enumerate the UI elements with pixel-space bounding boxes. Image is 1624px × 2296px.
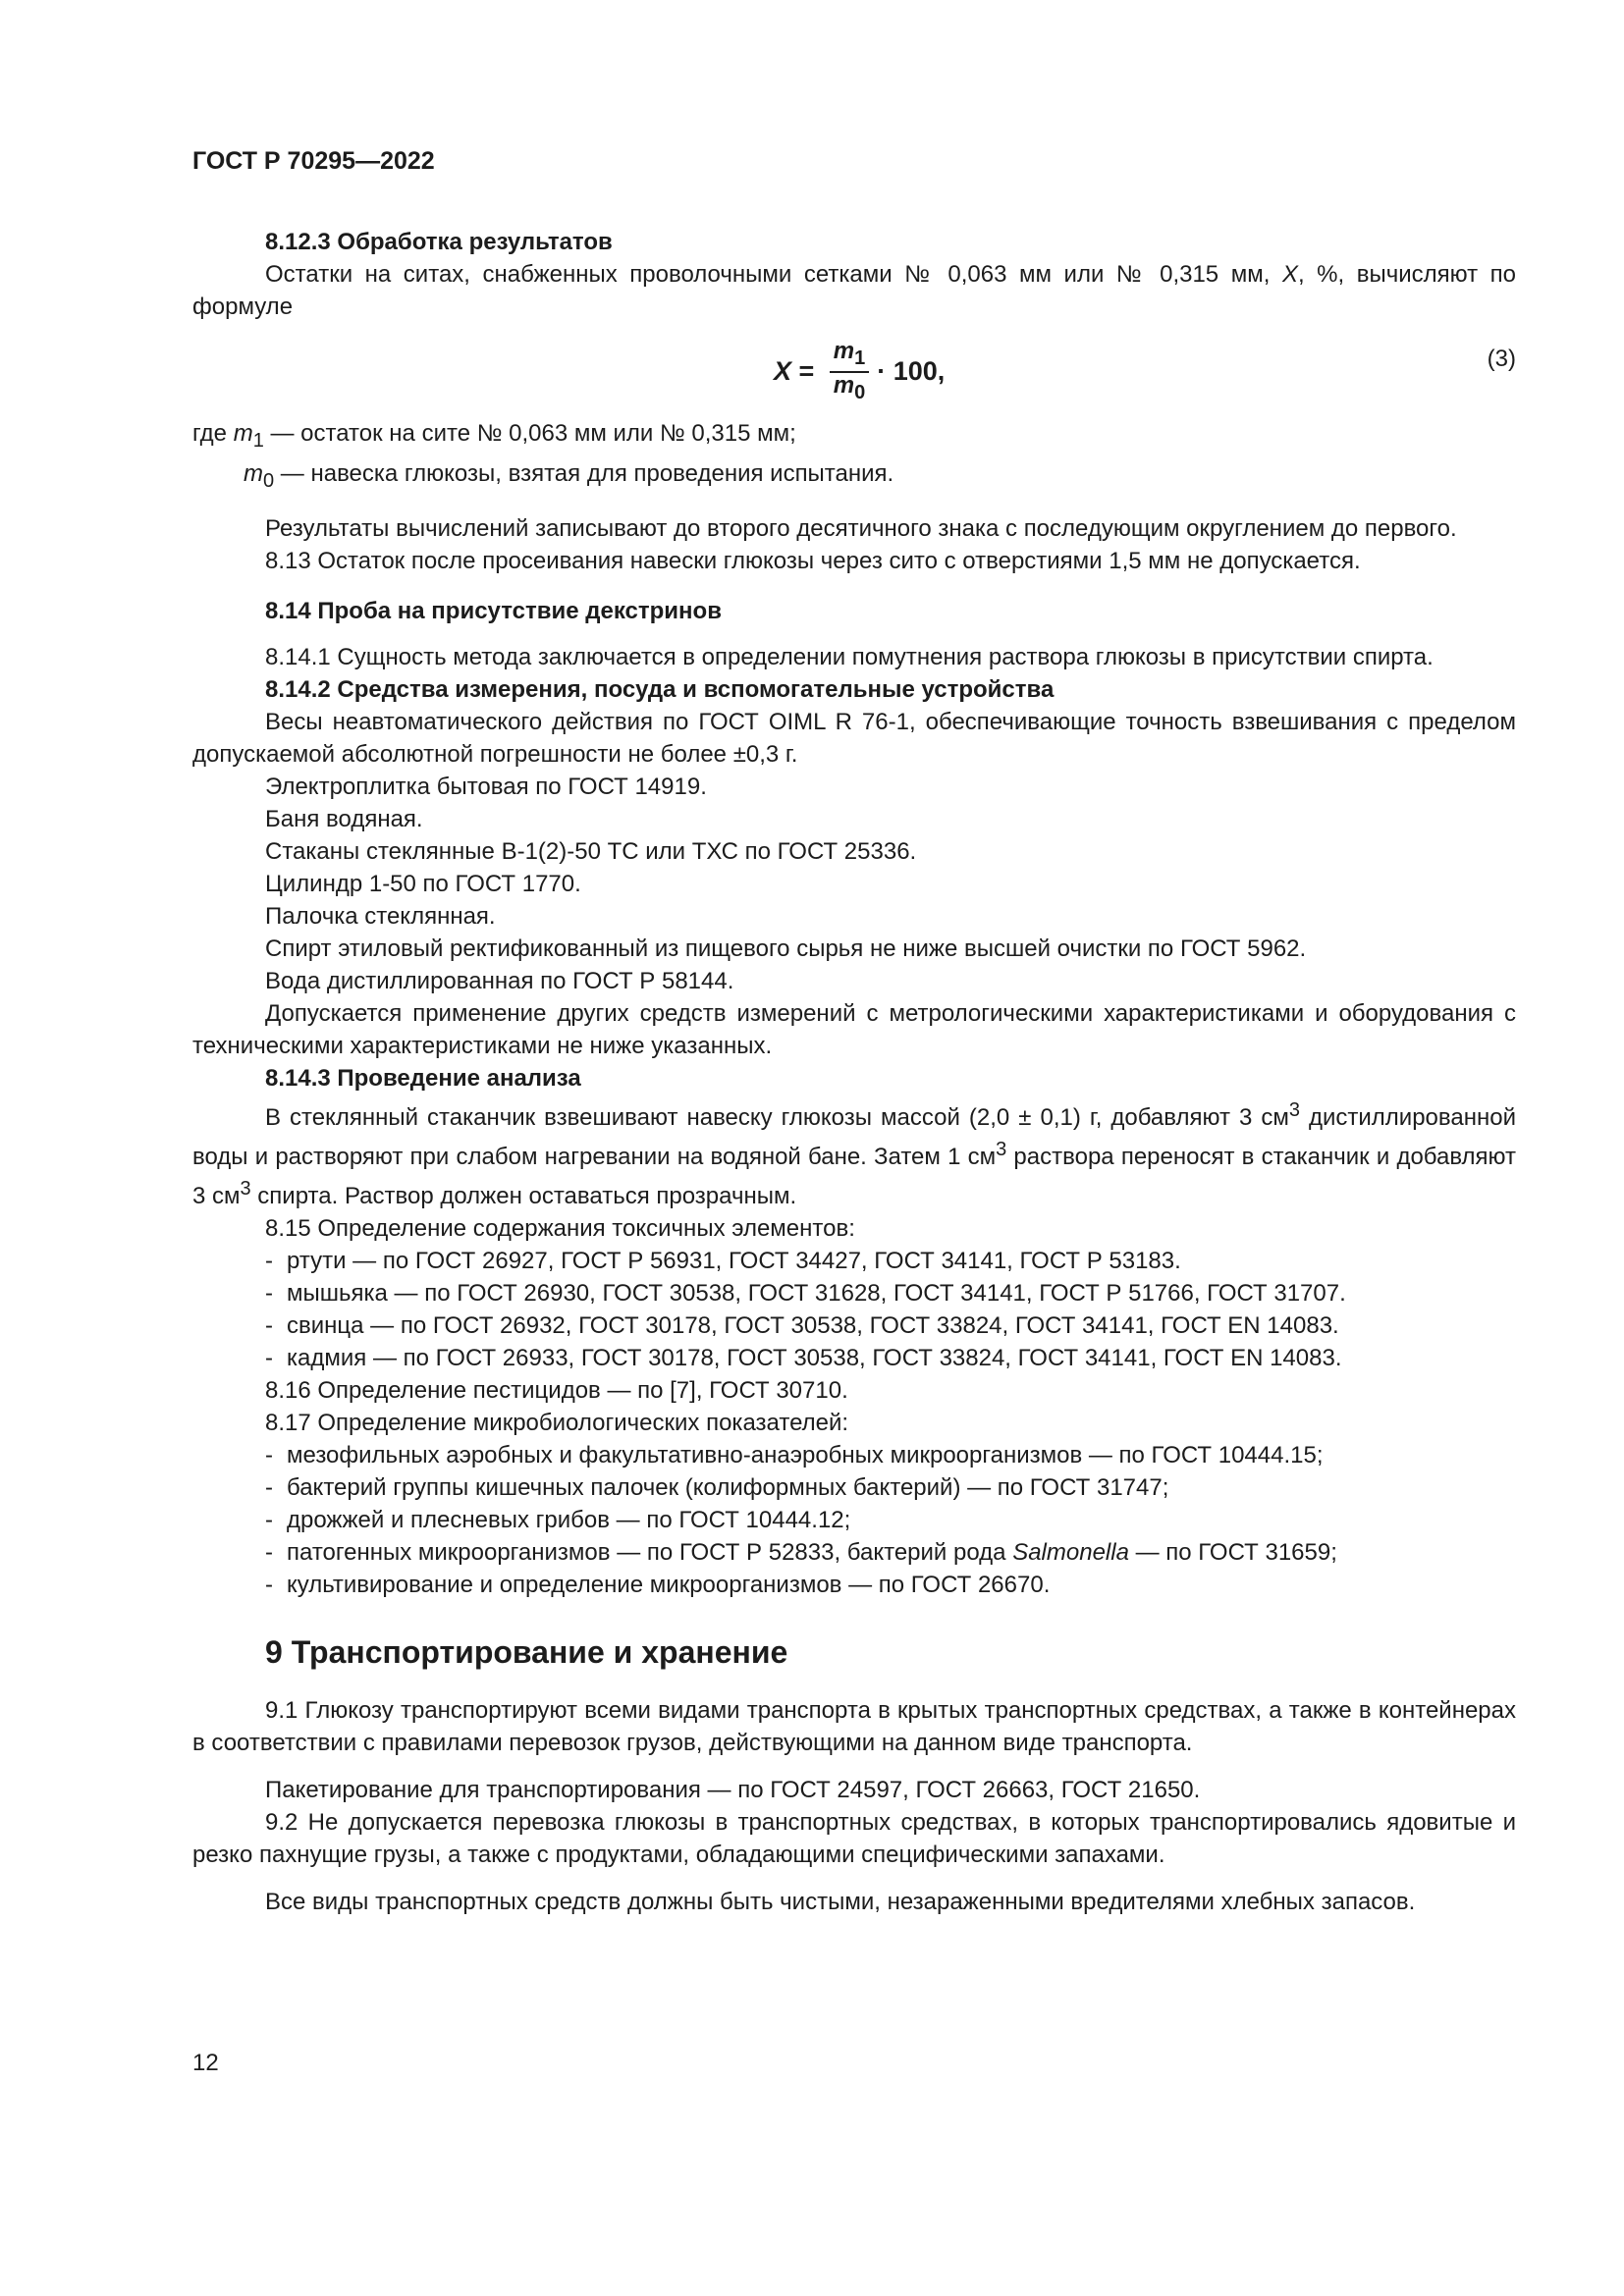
dash-marker: - — [265, 1311, 273, 1339]
superscript: 3 — [240, 1177, 251, 1200]
paragraph — [192, 258, 1516, 323]
page-content — [192, 226, 1516, 1918]
text-run: — навеска глюкозы, взятая для проведения испытания. — [274, 459, 894, 487]
paragraph: Весы неавтоматического действия по ГОСТ OIML R 76-1, обеспечивающие точность взвешивания с пределом допускаемой абсолютной погрешности не более ±0,3 г. — [192, 708, 1516, 768]
fraction-numerator — [830, 339, 869, 373]
list-item-text: культивирование и определение микроорганизмов — по ГОСТ 26670. — [287, 1571, 1051, 1598]
text-run: дистиллированной воды и растворяют при слабом нагревании на водяной бане. Затем 1 см — [192, 1103, 1516, 1170]
text-run: раствора переносят в стаканчик и добавляют 3 см — [192, 1143, 1517, 1209]
italic-genus: Salmonella — [1012, 1538, 1129, 1566]
heading-8-12-3: 8.12.3 Обработка результатов — [265, 229, 613, 255]
paragraph-8-16: 8.16 Определение пестицидов — по [7], ГОСТ 30710. — [265, 1376, 848, 1404]
text-run: — остаток на сите № 0,063 мм или № 0,315 мм; — [263, 420, 796, 447]
den-var: m — [833, 371, 855, 399]
list-item — [192, 1536, 1516, 1569]
den-sub: 0 — [854, 381, 866, 403]
paragraph-8-13: 8.13 Остаток после просеивания навески глюкозы через сито с отверстиями 1,5 мм не допускается. — [265, 547, 1361, 574]
list-item — [192, 1342, 1516, 1374]
paragraph: Пакетирование для транспортирования — по ГОСТ 24597, ГОСТ 26663, ГОСТ 21650. — [265, 1776, 1201, 1803]
paragraph-8-15: 8.15 Определение содержания токсичных элементов: — [265, 1214, 855, 1242]
legend-m0 — [192, 457, 1516, 498]
formula-lhs: X — [774, 356, 792, 387]
dash-marker: - — [265, 1344, 273, 1371]
formula-fraction — [830, 339, 869, 405]
paragraph: Электроплитка бытовая по ГОСТ 14919. — [265, 773, 707, 800]
list-item-text: — по ГОСТ 31659; — [1128, 1538, 1337, 1566]
heading-8-14-3: 8.14.3 Проведение анализа — [265, 1064, 581, 1092]
paragraph: Допускается применение других средств измерений с метрологическими характеристиками и оборудования с техническими характеристиками не ниже указанных. — [192, 999, 1516, 1059]
list-item-text: бактерий группы кишечных палочек (колиформных бактерий) — по ГОСТ 31747; — [287, 1473, 1169, 1501]
paragraph: Баня водяная. — [265, 805, 423, 832]
dash-marker: - — [265, 1441, 273, 1468]
document-header: ГОСТ Р 70295—2022 — [192, 147, 435, 175]
text-run: , %, вычисляют по формуле — [192, 261, 1516, 320]
page-number: 12 — [192, 2050, 219, 2076]
list-item-text: ртути — по ГОСТ 26927, ГОСТ Р 56931, ГОСТ 34427, ГОСТ 34141, ГОСТ Р 53183. — [287, 1247, 1181, 1274]
equation-number: (3) — [1487, 346, 1516, 372]
variable-m: m — [233, 420, 253, 447]
num-sub: 1 — [854, 347, 866, 369]
list-item-text: свинца — по ГОСТ 26932, ГОСТ 30178, ГОСТ 30538, ГОСТ 33824, ГОСТ 34141, ГОСТ EN 14083. — [287, 1311, 1339, 1339]
heading-8-14: 8.14 Проба на присутствие декстринов — [265, 597, 722, 624]
variable-x: X — [1281, 261, 1298, 288]
paragraph: Вода дистиллированная по ГОСТ Р 58144. — [265, 967, 734, 994]
list-item — [192, 1439, 1516, 1471]
dash-marker: - — [265, 1571, 273, 1598]
list-item — [192, 1277, 1516, 1309]
paragraph-8-17: 8.17 Определение микробиологических показателей: — [265, 1409, 849, 1436]
list-item — [192, 1471, 1516, 1504]
list-item-text: патогенных микроорганизмов — по ГОСТ Р 52833, бактерий рода — [287, 1538, 1013, 1566]
dash-marker: - — [265, 1279, 273, 1307]
paragraph: Все виды транспортных средств должны быть чистыми, незараженными вредителями хлебных запасов. — [265, 1888, 1416, 1915]
list-item-text: дрожжей и плесневых грибов — по ГОСТ 10444.12; — [287, 1506, 851, 1533]
subscript: 1 — [252, 429, 264, 452]
text-run: где — [192, 420, 234, 447]
text-run: В стеклянный стаканчик взвешивают навеску глюкозы массой (2,0 ± 0,1) г, добавляют 3 см — [265, 1103, 1289, 1131]
list-item-text: мышьяка — по ГОСТ 26930, ГОСТ 30538, ГОСТ 31628, ГОСТ 34141, ГОСТ Р 51766, ГОСТ 31707. — [287, 1279, 1346, 1307]
dash-marker: - — [265, 1506, 273, 1533]
paragraph: Стаканы стеклянные В-1(2)-50 ТС или ТХС по ГОСТ 25336. — [265, 837, 917, 865]
formula — [774, 339, 945, 405]
paragraph-9-2: 9.2 Не допускается перевозка глюкозы в транспортных средствах, в которых транспортировались ядовитые и резко пахнущие грузы, а также с продуктами, обладающими специфическими запахами. — [192, 1808, 1516, 1868]
variable-m: m — [244, 459, 263, 487]
list-item — [192, 1309, 1516, 1342]
dash-marker: - — [265, 1538, 273, 1566]
list-item — [192, 1504, 1516, 1536]
dash-marker: - — [265, 1473, 273, 1501]
formula-row — [192, 331, 1516, 411]
text-run: спирта. Раствор должен оставаться прозрачным. — [250, 1182, 797, 1209]
formula-rhs: · 100, — [877, 356, 946, 387]
paragraph: Результаты вычислений записывают до второго десятичного знака с последующим округлением до первого. — [265, 514, 1457, 542]
list-item-text: кадмия — по ГОСТ 26933, ГОСТ 30178, ГОСТ 30538, ГОСТ 33824, ГОСТ 34141, ГОСТ EN 14083. — [287, 1344, 1342, 1371]
legend-m1 — [192, 417, 1516, 457]
subscript: 0 — [263, 469, 275, 492]
list-item-text: мезофильных аэробных и факультативно-анаэробных микроорганизмов — по ГОСТ 10444.15; — [287, 1441, 1324, 1468]
section-9-title: 9 Транспортирование и хранение — [265, 1633, 788, 1670]
paragraph-9-1: 9.1 Глюкозу транспортируют всеми видами транспорта в крытых транспортных средствах, а также в контейнерах в соответствии с правилами перевозок грузов, действующими на данном виде транспорта. — [192, 1696, 1516, 1756]
superscript: 3 — [1288, 1098, 1300, 1121]
dash-marker: - — [265, 1247, 273, 1274]
fraction-denominator — [830, 373, 869, 405]
superscript: 3 — [996, 1138, 1007, 1160]
paragraph-8-14-1: 8.14.1 Сущность метода заключается в определении помутнения раствора глюкозы в присутствии спирта. — [265, 643, 1434, 670]
paragraph: Цилиндр 1-50 по ГОСТ 1770. — [265, 870, 581, 897]
heading-8-14-2: 8.14.2 Средства измерения, посуда и вспомогательные устройства — [265, 675, 1055, 703]
list-item — [192, 1569, 1516, 1601]
paragraph — [192, 1095, 1516, 1212]
formula-equals: = — [791, 356, 822, 387]
num-var: m — [833, 338, 855, 364]
paragraph: Палочка стеклянная. — [265, 902, 496, 930]
list-item — [192, 1245, 1516, 1277]
paragraph: Спирт этиловый ректификованный из пищевого сырья не ниже высшей очистки по ГОСТ 5962. — [265, 934, 1307, 962]
text-run: Остатки на ситах, снабженных проволочными сетками № 0,063 мм или № 0,315 мм, — [265, 261, 1282, 288]
